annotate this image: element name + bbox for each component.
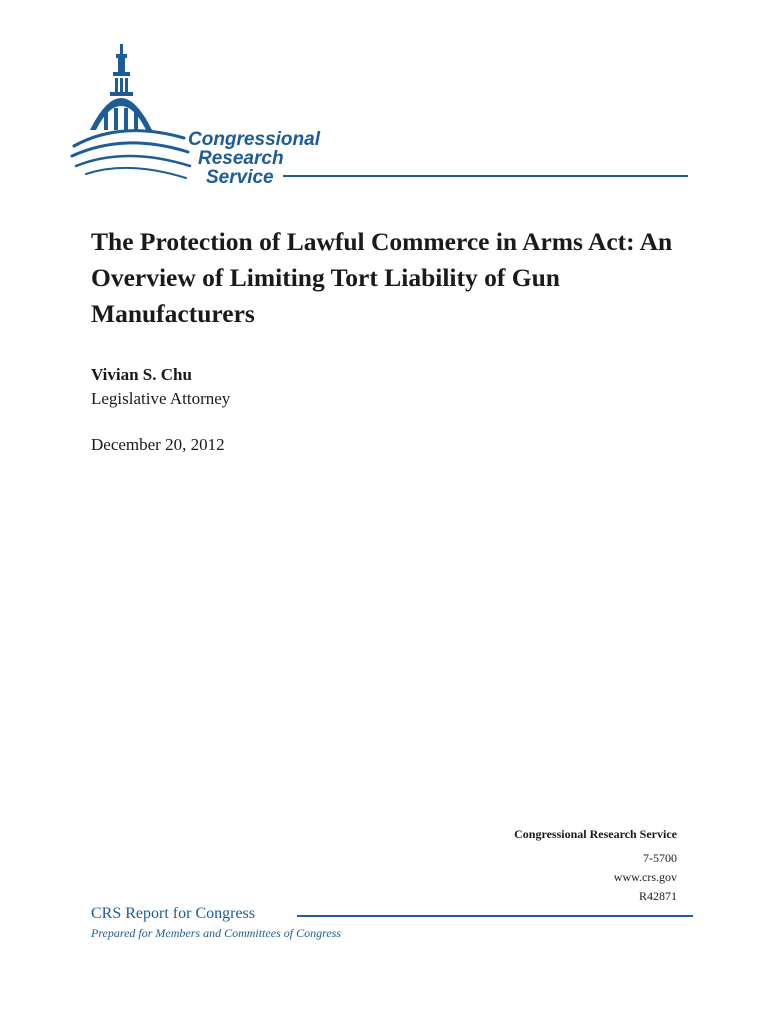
report-date: December 20, 2012 xyxy=(91,435,225,454)
footer-subtitle: Prepared for Members and Committees of Congress xyxy=(91,926,341,940)
logo-line-service: Service xyxy=(206,167,274,188)
report-number: R42871 xyxy=(638,889,677,903)
logo-line-research: Research xyxy=(198,148,284,169)
crs-logo-text xyxy=(188,130,320,187)
crs-name: Congressional Research Service xyxy=(514,827,677,841)
crs-info-block xyxy=(514,825,677,906)
report-title: The Protection of Lawful Commerce in Arms Act: An Overview of Limiting Tort Liability of Gun Manufacturers xyxy=(91,227,673,328)
author-name: Vivian S. Chu xyxy=(91,365,192,384)
footer-rule xyxy=(297,915,693,917)
crs-code: 7-5700 xyxy=(643,851,677,865)
crs-logo xyxy=(66,42,696,192)
crs-website: www.crs.gov xyxy=(613,870,677,884)
footer-title: CRS Report for Congress xyxy=(91,905,255,922)
author-role: Legislative Attorney xyxy=(91,389,231,408)
logo-line-congressional: Congressional xyxy=(188,129,320,150)
capitol-dome-icon xyxy=(66,42,196,192)
logo-rule xyxy=(283,175,688,177)
